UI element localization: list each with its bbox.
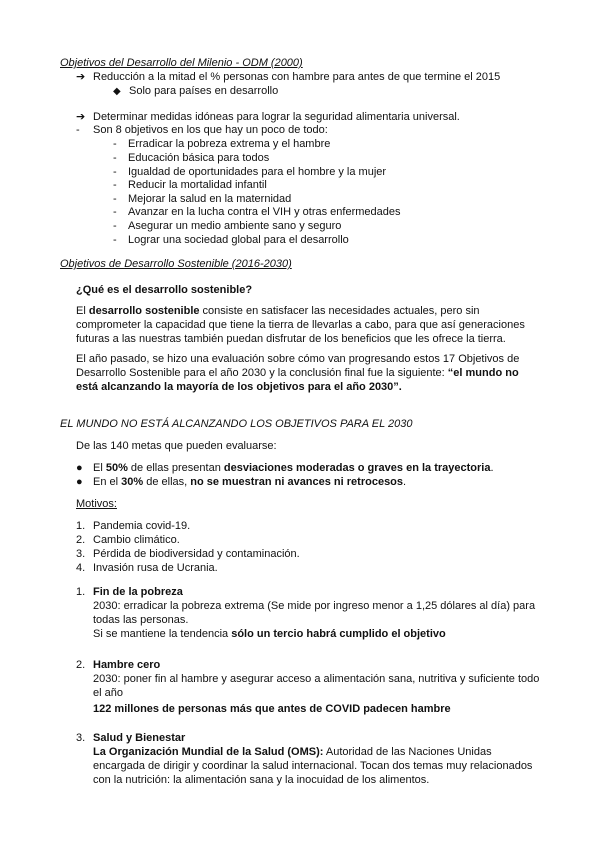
odm-item: Erradicar la pobreza extrema y el hambre [128,138,331,150]
goal-number: 1. [76,586,86,598]
goal-3-title: Salud y Bienestar [93,732,186,744]
odm-item: Lograr una sociedad global para el desarrollo [128,234,349,246]
world-bullet-1: El 50% de ellas presentan desviaciones moderadas o graves en la trayectoria. [93,462,494,474]
odm-dash-intro: Son 8 objetivos en los que hay un poco de todo: [93,124,328,136]
odm-item: Mejorar la salud en la maternidad [128,193,292,205]
goal-2-line-2: el año [93,687,123,699]
dash-bullet-icon: - [113,166,117,178]
goal-2-line-3: 122 millones de personas más que antes de COVID padecen hambre [93,703,451,715]
dash-bullet-icon: - [113,234,117,246]
odm-item: Asegurar un medio ambiente sano y seguro [128,220,342,232]
goal-1-line-1: 2030: erradicar la pobreza extrema (Se mide por ingreso menor a 1,25 dólares al día) para [93,600,536,612]
odm-arrow-item-1: Reducción a la mitad el % personas con hambre para antes de que termine el 2015 [93,71,501,83]
dash-bullet-icon: - [113,179,117,191]
round-bullet-icon: ● [76,476,83,488]
round-bullet-icon: ● [76,462,83,474]
goal-3-line-3: con la nutrición: la alimentación sana y la inocuidad de los alimentos. [93,774,430,786]
motivos-title: Motivos: [76,498,117,510]
motivo-number: 3. [76,548,86,560]
odm-title: Objetivos del Desarrollo del Milenio - ODM (2000) [60,57,303,69]
ods-paragraph-1-line-3: futuras a las nuestras también puedan disfrutar de los beneficios que les ofrece la tierra. [76,333,506,345]
dash-bullet-icon: - [113,152,117,164]
motivo-number: 1. [76,520,86,532]
odm-item: Reducir la mortalidad infantil [128,179,267,191]
ods-paragraph-2-line-3: está alcanzando la mayoría de los objetivos para el año 2030”. [76,381,402,393]
arrow-icon: ➔ [76,111,86,123]
odm-sub-item-1: Solo para países en desarrollo [129,85,279,97]
dash-bullet-icon: - [76,124,80,136]
odm-item: Igualdad de oportunidades para el hombre y la mujer [128,166,387,178]
goal-1-line-2: todas las personas. [93,614,189,626]
ods-question: ¿Qué es el desarrollo sostenible? [76,284,253,296]
odm-arrow-item-2: Determinar medidas idóneas para lograr la seguridad alimentaria universal. [93,111,460,123]
goal-3-line-2: encargada de dirigir y coordinar la salud internacional. Tocan dos temas muy relacionados [93,760,533,772]
motivo-item: Cambio climático. [93,534,180,546]
ods-paragraph-2-line-2: Desarrollo Sostenible para el año 2030 y la conclusión final fue la siguiente: “el mundo no [76,367,519,379]
world-intro: De las 140 metas que pueden evaluarse: [76,440,277,452]
odm-item: Avanzar en la lucha contra el VIH y otras enfermedades [128,206,401,218]
arrow-icon: ➔ [76,71,86,83]
dash-bullet-icon: - [113,138,117,150]
motivo-item: Pandemia covid-19. [93,520,191,532]
motivo-number: 4. [76,562,86,574]
odm-item: Educación básica para todos [128,152,270,164]
goal-1-line-3: Si se mantiene la tendencia sólo un tercio habrá cumplido el objetivo [93,628,446,640]
dash-bullet-icon: - [113,220,117,232]
motivo-item: Invasión rusa de Ucrania. [93,562,218,574]
ods-paragraph-2-line-1: El año pasado, se hizo una evaluación sobre cómo van progresando estos 17 Objetivos de [76,353,520,365]
goal-number: 2. [76,659,86,671]
motivo-item: Pérdida de biodiversidad y contaminación. [93,548,300,560]
diamond-bullet-icon: ◆ [113,86,121,97]
goal-3-line-1: La Organización Mundial de la Salud (OMS): Autoridad de las Naciones Unidas [93,746,492,758]
ods-paragraph-1-line-2: comprometer la capacidad que tiene la tierra de llevarlas a cabo, para que así generaciones [76,319,525,331]
world-title: EL MUNDO NO ESTÁ ALCANZANDO LOS OBJETIVOS PARA EL 2030 [60,418,413,430]
goal-2-line-1: 2030: poner fin al hambre y asegurar acceso a alimentación sana, nutritiva y suficiente todo [93,673,540,685]
dash-bullet-icon: - [113,206,117,218]
goal-1-title: Fin de la pobreza [93,586,183,598]
goal-number: 3. [76,732,86,744]
ods-title: Objetivos de Desarrollo Sostenible (2016-2030) [60,258,292,270]
motivo-number: 2. [76,534,86,546]
ods-paragraph-1-line-1: El desarrollo sostenible consiste en satisfacer las necesidades actuales, pero sin [76,305,480,317]
goal-2-title: Hambre cero [93,659,161,671]
dash-bullet-icon: - [113,193,117,205]
world-bullet-2: En el 30% de ellas, no se muestran ni avances ni retrocesos. [93,476,407,488]
